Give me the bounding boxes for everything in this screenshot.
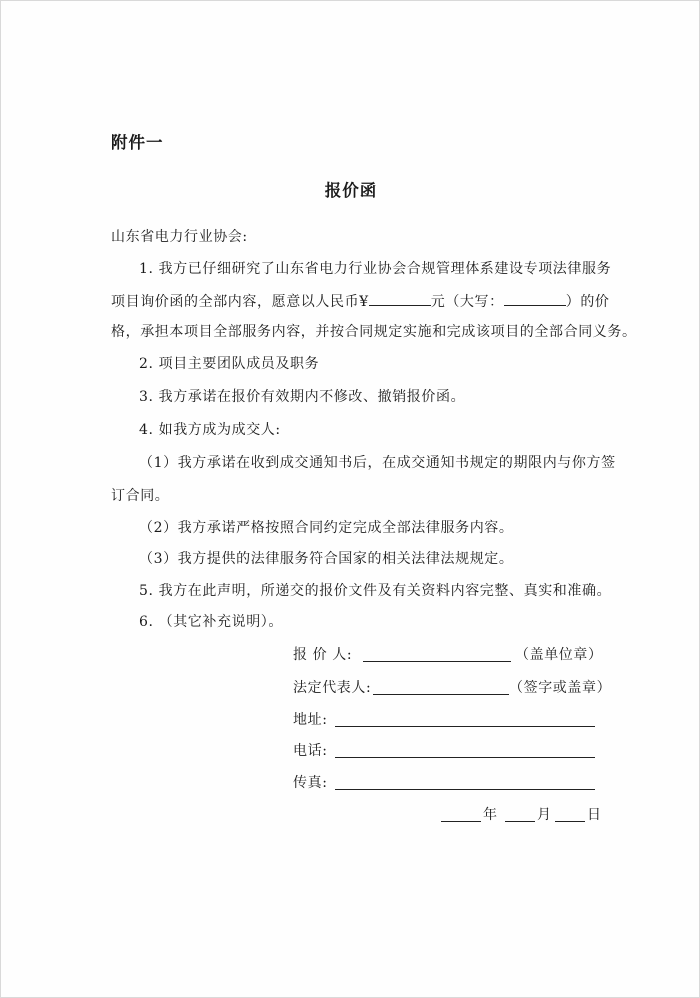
clause-3: 3. 我方承诺在报价有效期内不修改、撤销报价函。 <box>139 389 466 405</box>
address-blank <box>335 726 595 727</box>
clause-4-1-line-2: 订合同。 <box>111 488 170 504</box>
clause-2: 2. 项目主要团队成员及职务 <box>139 356 320 372</box>
fax-blank <box>335 789 595 790</box>
legal-rep-sign-note: （签字或盖章） <box>509 680 612 696</box>
clause-4-2: （2）我方承诺严格按照合同约定完成全部法律服务内容。 <box>139 520 514 536</box>
day-label: 日 <box>587 807 602 823</box>
clause-4: 4. 如我方成为成交人: <box>139 422 281 438</box>
month-blank <box>505 821 535 822</box>
fax-label: 传真: <box>293 775 328 791</box>
clause-1-line-1: 1. 我方已仔细研究了山东省电力行业协会合规管理体系建设专项法律服务 <box>139 261 612 277</box>
year-label: 年 <box>483 807 498 823</box>
fax-row <box>293 774 603 794</box>
clause-1-text-b: 元（大写： <box>430 294 504 310</box>
bidder-label: 报 价 人: <box>293 647 353 663</box>
clause-4-1-line-1: （1）我方承诺在收到成交通知书后，在成交通知书规定的期限内与你方签 <box>139 455 616 471</box>
bidder-blank <box>363 661 511 662</box>
legal-rep-blank <box>373 694 509 695</box>
clause-1-line-2 <box>111 291 610 311</box>
recipient: 山东省电力行业协会: <box>111 229 248 245</box>
clause-6: 6. （其它补充说明）。 <box>139 614 284 630</box>
address-label: 地址: <box>293 712 328 728</box>
page-title: 报价函 <box>324 181 378 200</box>
clause-1-text-a: 项目询价函的全部内容，愿意以人民币¥ <box>111 294 369 310</box>
day-blank <box>555 821 585 822</box>
clause-4-3: （3）我方提供的法律服务符合国家的相关法律法规规定。 <box>139 551 514 567</box>
phone-label: 电话: <box>293 743 328 759</box>
bidder-seal-note: （盖单位章） <box>515 647 603 663</box>
clause-5: 5. 我方在此声明，所递交的报价文件及有关资料内容完整、真实和准确。 <box>139 583 612 599</box>
legal-rep-label: 法定代表人: <box>293 680 372 696</box>
bidder-row <box>293 646 613 666</box>
clause-1-line-3: 格，承担本项目全部服务内容，并按合同规定实施和完成该项目的全部合同义务。 <box>111 324 637 340</box>
legal-rep-row <box>293 679 613 699</box>
year-blank <box>441 821 481 822</box>
attachment-label: 附件一 <box>111 133 164 152</box>
month-label: 月 <box>537 807 552 823</box>
price-blank <box>369 291 431 306</box>
date-row <box>441 806 611 826</box>
phone-row <box>293 742 603 762</box>
price-in-words-blank <box>504 291 566 306</box>
address-row <box>293 711 603 731</box>
phone-blank <box>335 757 595 758</box>
clause-1-text-c: ）的价 <box>565 294 610 310</box>
